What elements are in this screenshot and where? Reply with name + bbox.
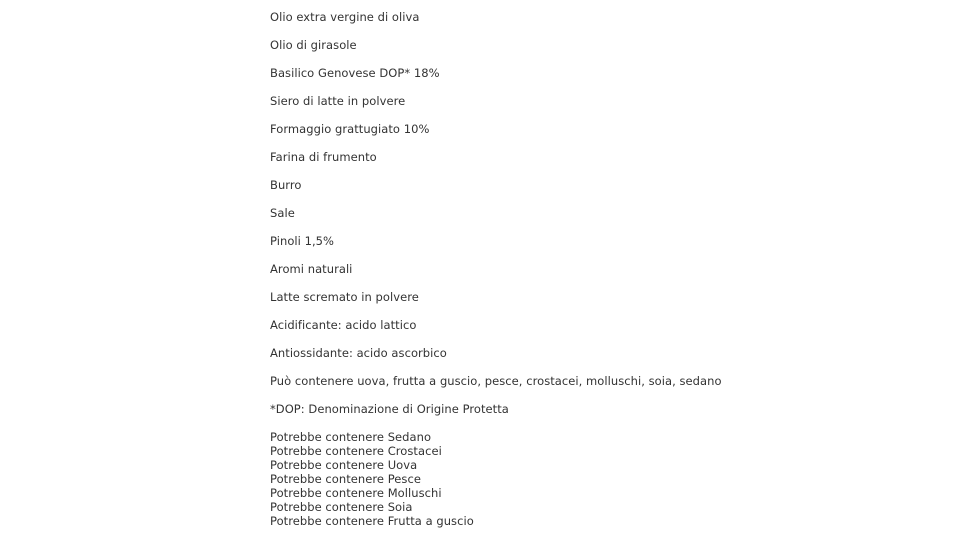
ingredient-item: Latte scremato in polvere [270, 290, 419, 304]
ingredient-item: Sale [270, 206, 295, 220]
ingredient-item: Acidificante: acido lattico [270, 318, 417, 332]
ingredient-item: Aromi naturali [270, 262, 353, 276]
ingredient-item: Olio extra vergine di oliva [270, 10, 420, 24]
allergen-item: Potrebbe contenere Soia [270, 500, 413, 514]
allergen-item: Potrebbe contenere Crostacei [270, 444, 442, 458]
allergen-item: Potrebbe contenere Pesce [270, 472, 421, 486]
allergen-warning: Può contenere uova, frutta a guscio, pesce, crostacei, molluschi, soia, sedano [270, 374, 722, 388]
ingredient-item: Siero di latte in polvere [270, 94, 406, 108]
ingredient-item: Burro [270, 178, 302, 192]
allergen-list [270, 430, 474, 528]
allergen-item: Potrebbe contenere Sedano [270, 430, 432, 444]
allergen-item: Potrebbe contenere Frutta a guscio [270, 514, 474, 528]
ingredient-item: Olio di girasole [270, 38, 357, 52]
allergen-item: Potrebbe contenere Uova [270, 458, 418, 472]
ingredient-item: Basilico Genovese DOP* 18% [270, 66, 440, 80]
ingredient-item: Farina di frumento [270, 150, 377, 164]
ingredient-item: Formaggio grattugiato 10% [270, 122, 430, 136]
dop-footnote: *DOP: Denominazione di Origine Protetta [270, 402, 509, 416]
ingredient-item: Antiossidante: acido ascorbico [270, 346, 447, 360]
ingredient-item: Pinoli 1,5% [270, 234, 335, 248]
allergen-item: Potrebbe contenere Molluschi [270, 486, 442, 500]
